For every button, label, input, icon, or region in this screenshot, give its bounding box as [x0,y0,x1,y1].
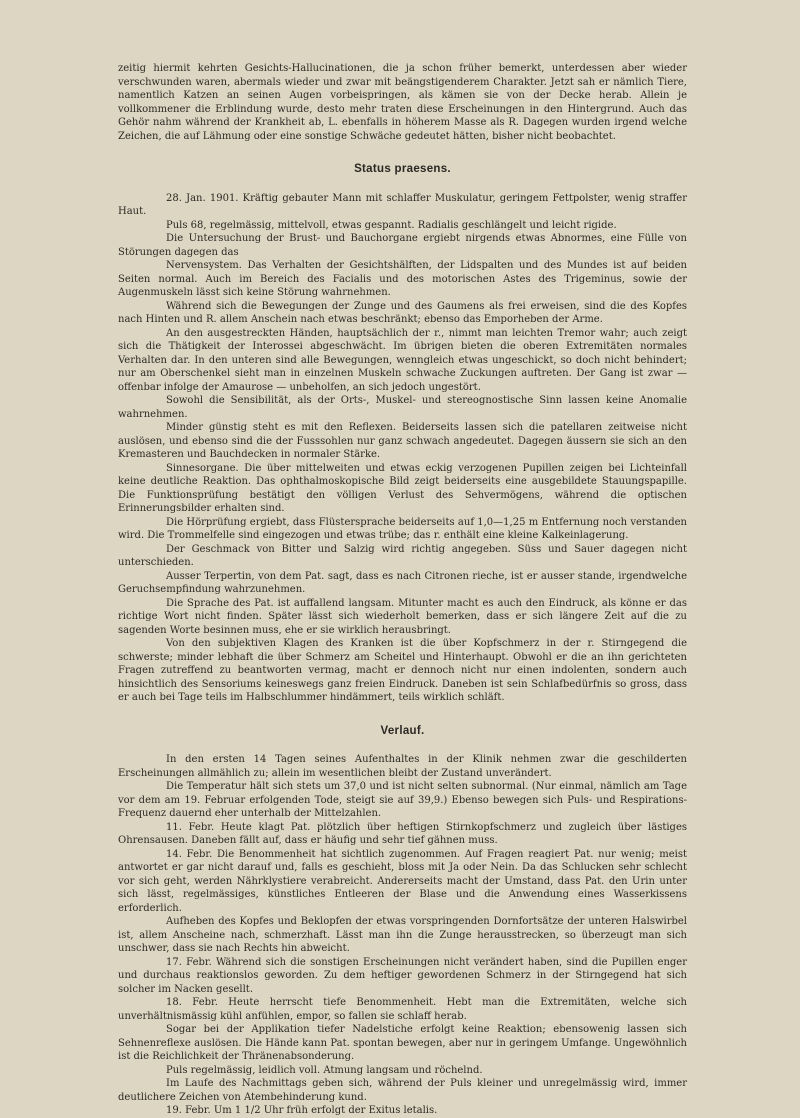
verlauf-section [118,753,687,1118]
status-paragraph: An den ausgestreckten Händen, hauptsächlich der r., nimmt man leichten Tremor wahr; auch zeigt sich die Thätigkeit der Interossei abgeschwächt. Im übrigen bieten die oberen Extremitäten normales Verhalten dar. In den unteren sind alle Bewegungen, wenngleich etwas ungeschickt, so doch nicht behindert; nur am Oberschenkel sieht man in einzelnen Muskeln schwache Zuckungen auftreten. Der Gang ist zwar — offenbar infolge der Amaurose — unbeholfen, an sich jedoch ungestört. [118,327,687,393]
verlauf-paragraph: 17. Febr. Während sich die sonstigen Erscheinungen nicht verändert haben, sind die Pupillen enger und durchaus reaktionslos geworden. Zu dem heftiger gewordenen Schmerz in der Stirngegend hat sich solcher im Nacken gesellt. [118,956,687,995]
verlauf-paragraph: 11. Febr. Heute klagt Pat. plötzlich über heftigen Stirnkopfschmerz und zugleich über lästiges Ohrensausen. Daneben fällt auf, dass er häufig und sehr tief gähnen muss. [118,821,687,846]
status-praesens-heading: Status praesens. [354,163,451,175]
verlauf-paragraph: 18. Febr. Heute herrscht tiefe Benommenheit. Hebt man die Extremitäten, welche sich unverhältnismässig kühl anfühlen, empor, so fallen sie schlaff herab. [118,997,687,1022]
verlauf-paragraph: Sogar bei der Applikation tiefer Nadelstiche erfolgt keine Reaktion; ebensowenig lassen sich Sehnenreflexe auslösen. Die Hände kann Pat. spontan bewegen, aber nur in geringem Umfange. Ungewöhnlich ist die Reichlichkeit der Thränenabsonderung. [118,1024,687,1062]
status-paragraph: Von den subjektiven Klagen des Kranken ist die über Kopfschmerz in der r. Stirngegend die schwerste; minder lebhaft die über Schmerz am Scheitel und Hinterhaupt. Obwohl er die an ihn gerichteten Fragen zutreffend zu beantworten vermag, macht er dennoch nicht nur einen indolenten, sondern auch hinsichtlich des Sensoriums keineswegs ganz freien Eindruck. Daneben ist sein Schlafbedürfnis so gross, dass er auch bei Tage teils im Halbschlummer hindämmert, teils wirklich schläft. [118,638,687,703]
status-paragraph: Sowohl die Sensibilität, als der Orts-, Muskel- und stereognostische Sinn lassen keine Anomalie wahrnehmen. [118,395,687,420]
verlauf-heading: Verlauf. [380,724,425,737]
status-paragraph: 28. Jan. 1901. Kräftig gebauter Mann mit schlaffer Muskulatur, geringem Fettpolster, wenig straffer Haut. [118,192,687,217]
status-paragraph: Nervensystem. Das Verhalten der Gesichtshälften, der Lidspalten und des Mundes ist auf beiden Seiten normal. Auch im Bereich des Facialis und des motorischen Astes des Trigeminus, sowie der Augenmuskeln lässt sich keine Störung wahrnehmen. [118,260,687,298]
verlauf-paragraph: In den ersten 14 Tagen seines Aufenthaltes in der Klinik nehmen zwar die geschilderten Erscheinungen allmählich zu; allein im wesentlichen bleibt der Zustand unverändert. [118,754,687,779]
status-paragraph: Minder günstig steht es mit den Reflexen. Beiderseits lassen sich die patellaren zeitweise nicht auslösen, und ebenso sind die der Fusssohlen nur ganz schwach angedeutet. Dagegen äussern sie sich an den Kremasteren und Bauchdecken in normaler Stärke. [118,422,687,460]
status-paragraph: Die Untersuchung der Brust- und Bauchorgane ergiebt nirgends etwas Abnormes, eine Fülle von Störungen dagegen das [118,233,687,258]
status-paragraph: Puls 68, regelmässig, mittelvoll, etwas gespannt. Radialis geschlängelt und leicht rigide. [166,219,617,231]
verlauf-paragraph: Aufheben des Kopfes und Beklopfen der etwas vorspringenden Dornfortsätze der unteren Halswirbel ist, allem Anscheine nach, schmerzhaft. Lässt man ihn die Zunge herausstrecken, so überzeugt man sich unschwer, dass sie nach Rechts hin abweicht. [118,916,687,954]
status-paragraph: Während sich die Bewegungen der Zunge und des Gaumens als frei erweisen, sind die des Kopfes nach Hinten und R. allem Anschein nach etwas beschränkt; ebenso das Emporheben der Arme. [118,300,687,325]
intro-paragraph: zeitig hiermit kehrten Gesichts-Hallucinationen, die ja schon früher bemerkt, unterdessen aber wieder verschwunden waren, abermals wieder und zwar mit beängstigenderem Charakter. Jetzt sah er nämlich Tiere, namentlich Katzen an seinen Augen vorbeispringen, als kämen sie von der Decke herab. Allein je vollkommener die Erblindung wurde, desto mehr traten diese Erscheinungen in den Hintergrund. Auch das Gehör nahm während der Krankheit ab, L. ebenfalls in höherem Masse als R. Dagegen wurden irgend welche Zeichen, die auf Lähmung oder eine sonstige Schwäche gedeutet hätten, bisher nicht beobachtet. [118,63,687,142]
verlauf-paragraph: Im Laufe des Nachmittags geben sich, während der Puls kleiner und unregelmässig wird, immer deutlichere Zeichen von Atembehinderung kund. [118,1078,687,1103]
status-paragraph: Die Hörprüfung ergiebt, dass Flüstersprache beiderseits auf 1,0—1,25 m Entfernung noch verstanden wird. Die Trommelfelle sind eingezogen und etwas trübe; das r. enthält eine kleine Kalkeinlagerung. [118,516,687,541]
verlauf-paragraph: 19. Febr. Um 1 1/2 Uhr früh erfolgt der Exitus letalis. [166,1105,438,1116]
status-paragraph: Die Sprache des Pat. ist auffallend langsam. Mitunter macht es auch den Eindruck, als könne er das richtige Wort nicht finden. Später lässt sich wiederholt bemerken, dass er sich längere Zeit auf die zu sagenden Worte besinnen muss, ehe er sie wirklich herausbringt. [118,597,687,636]
verlauf-paragraph: Die Temperatur hält sich stets um 37,0 und ist nicht selten subnormal. (Nur einmal, nämlich am Tage vor dem am 19. Februar erfolgenden Tode, steigt sie auf 39,9.) Ebenso bewegen sich Puls- und Respirations-Frequenz dauernd eher unterhalb der Mittelzahlen. [118,781,687,819]
verlauf-paragraph: 14. Febr. Die Benommenheit hat sichtlich zugenommen. Auf Fragen reagiert Pat. nur wenig; meist antwortet er gar nicht darauf und, falls es geschieht, bloss mit Ja oder Nein. Da das Schlucken sehr schlecht vor sich geht, werden Nährklystiere verabreicht. Andererseits macht der Umstand, dass Pat. den Urin unter sich lässt, regelmässiges, künstliches Entleeren der Blase und die Anwendung eines Wasserkissens erforderlich. [118,848,687,914]
status-paragraph: Ausser Terpertin, von dem Pat. sagt, dass es nach Citronen rieche, ist er ausser stande, irgendwelche Geruchsempfindung wahrzunehmen. [118,570,687,595]
status-paragraph: Sinnesorgane. Die über mittelweiten und etwas eckig verzogenen Pupillen zeigen bei Lichteinfall keine deutliche Reaktion. Das ophthalmoskopische Bild zeigt beiderseits eine ausgebildete Stauungspapille. Die Funktionsprüfung bestätigt den völligen Verlust des Sehvermögens, während die optischen Erinnerungsbilder erhalten sind. [118,462,687,514]
verlauf-paragraph: Puls regelmässig, leidlich voll. Atmung langsam und röchelnd. [166,1064,483,1076]
status-praesens-section [118,192,687,705]
status-paragraph: Der Geschmack von Bitter und Salzig wird richtig angegeben. Süss und Sauer dagegen nicht unterschieden. [118,543,687,568]
